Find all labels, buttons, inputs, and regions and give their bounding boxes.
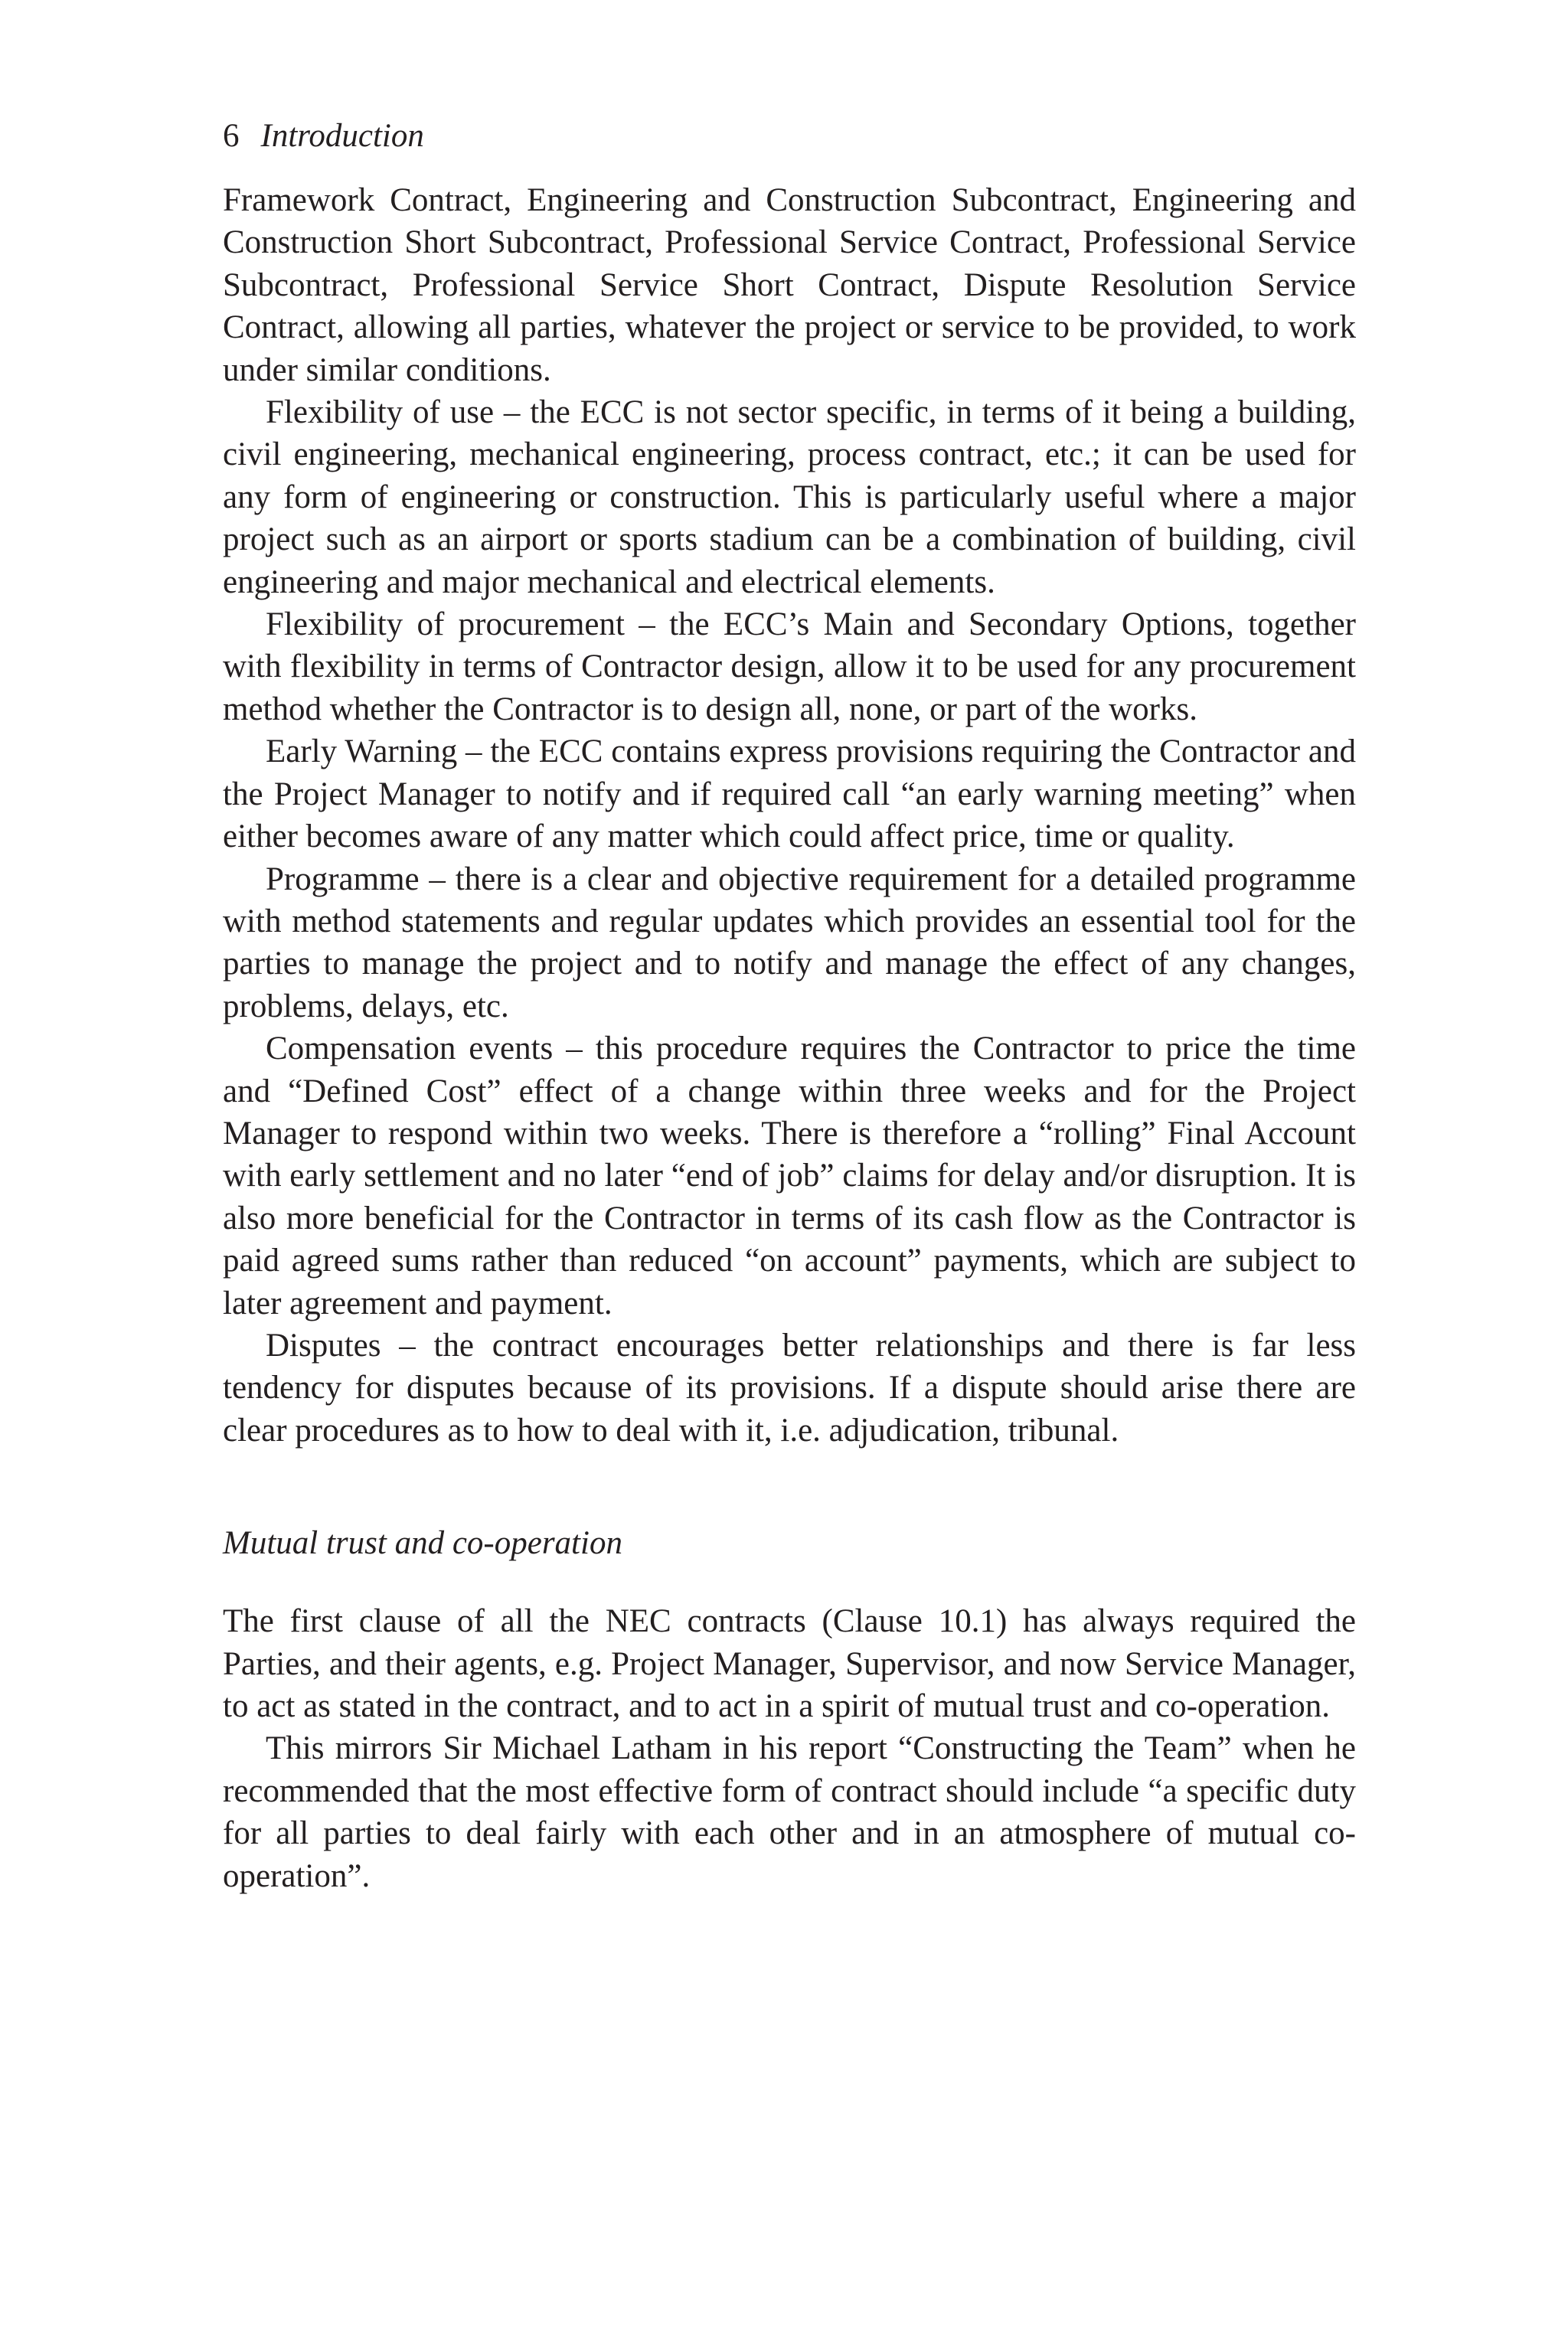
page-number: 6 xyxy=(223,118,240,154)
paragraph-compensation-events: Compensation events – this procedure requires the Contractor to price the time and “Defined Cost” effect of a change within three weeks and for the Project Manager to respond within two weeks. There is therefore a “rolling” Final Account with early settlement and no later “end of job” claims for delay and/or disruption. It is also more beneficial for the Contractor in terms of its cash flow as the Contractor is paid agreed sums rather than reduced “on account” payments, which are subject to later agreement and payment. xyxy=(223,1031,1356,1321)
paragraph-first-clause: The first clause of all the NEC contracts (Clause 10.1) has always required the Parties, and their agents, e.g. Project Manager, Supervisor, and now Service Manager, to act as stated in the contract, and to act in a spirit of mutual trust and co-operation. xyxy=(223,1603,1356,1724)
running-head xyxy=(223,115,424,158)
body-text xyxy=(223,179,1356,1897)
paragraph-latham-report: This mirrors Sir Michael Latham in his report “Constructing the Team” when he recommended that the most effective form of contract should include “a specific duty for all parties to deal fairly with each other and in an atmosphere of mutual co-operation”. xyxy=(223,1730,1356,1894)
paragraph-programme: Programme – there is a clear and objective requirement for a detailed programme with method statements and regular updates which provides an essential tool for the parties to manage the project and to notify and manage the effect of any changes, problems, delays, etc. xyxy=(223,861,1356,1024)
paragraph-framework-list: Framework Contract, Engineering and Construction Subcontract, Engineering and Construction Short Subcontract, Professional Service Contract, Professional Service Subcontract, Professional Service Short Contract, Dispute Resolution Service Contract, allowing all parties, whatever the project or service to be provided, to work under similar conditions. xyxy=(223,182,1356,388)
section-heading: Mutual trust and co-operation xyxy=(223,1525,622,1562)
paragraph-early-warning: Early Warning – the ECC contains express provisions requiring the Contractor and the Project Manager to notify and if required call “an early warning meeting” when either becomes aware of any matter which could affect price, time or quality. xyxy=(223,733,1356,855)
paragraph-flexibility-of-use: Flexibility of use – the ECC is not sector specific, in terms of it being a building, civil engineering, mechanical engineering, process contract, etc.; it can be used for any form of engineering or construction. This is particularly useful where a major project such as an airport or sports stadium can be a combination of building, civil engineering and major mechanical and electrical elements. xyxy=(223,394,1356,600)
paragraph-flexibility-of-procurement: Flexibility of procurement – the ECC’s Main and Secondary Options, together with flexibility in terms of Contractor design, allow it to be used for any procurement method whether the Contractor is to design all, none, or part of the works. xyxy=(223,606,1356,727)
paragraph-disputes: Disputes – the contract encourages better relationships and there is far less tendency for disputes because of its provisions. If a dispute should arise there are clear procedures as to how to deal with it, i.e. adjudication, tribunal. xyxy=(223,1327,1356,1449)
chapter-title: Introduction xyxy=(260,118,424,154)
